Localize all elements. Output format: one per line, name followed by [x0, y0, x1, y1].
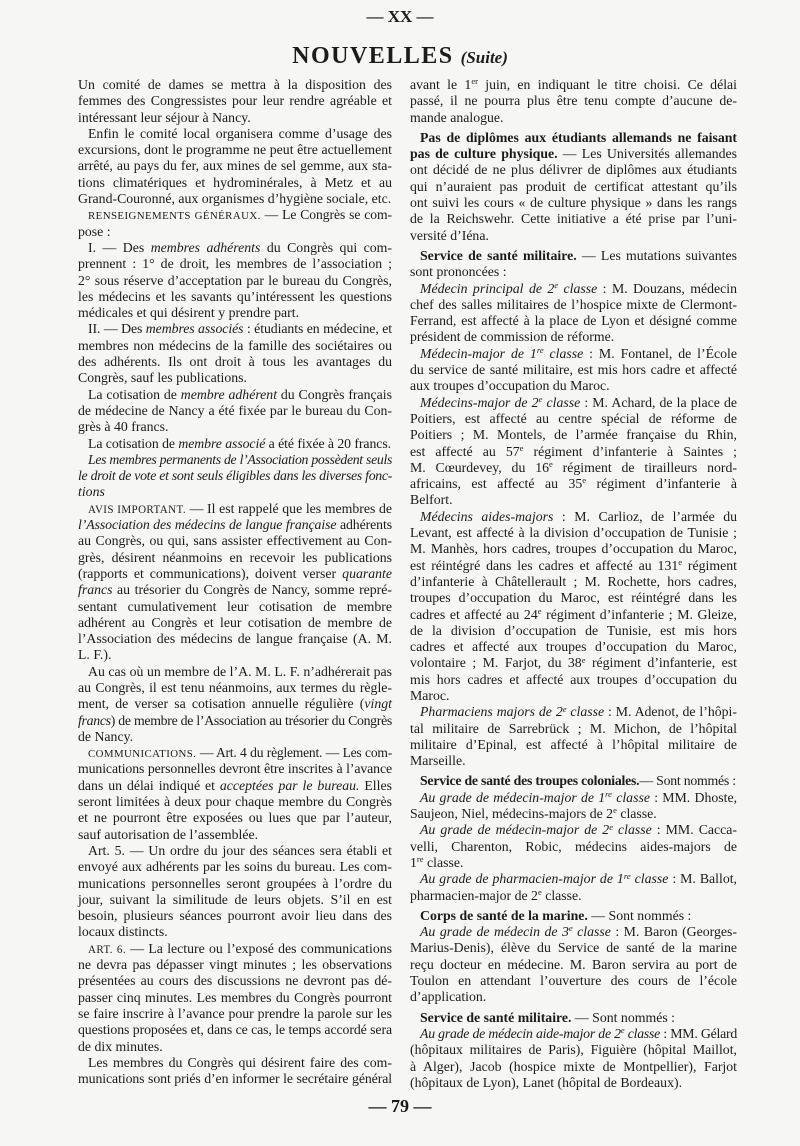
text-run: — Art. 4 du règlement. — Les com- — [196, 745, 392, 761]
text-line — [410, 281, 737, 297]
smallcaps-run: COMMUNICATIONS. — [88, 748, 197, 761]
text-run: (rapports et communications), doivent verser — [78, 565, 343, 581]
text-line — [78, 778, 392, 794]
text-run: — Les mutations suivantes — [576, 247, 737, 263]
smallcaps-run: RENSEIGNEMENTS GÉNÉRAUX. — [88, 210, 261, 223]
paragraph — [78, 452, 392, 501]
paragraph — [410, 346, 737, 395]
text-line: jour, suivant la similitude de leurs objets. S’il en est — [78, 891, 392, 907]
news-item-paragraph — [410, 773, 737, 789]
superscript: e — [519, 442, 524, 453]
paragraph — [78, 664, 392, 745]
text-line — [410, 476, 737, 492]
italic-superscript: e — [554, 279, 559, 290]
italic-run: Les membres permanents de l’Association possèdent seuls — [88, 451, 392, 467]
text-line: Poitiers ; M. Montels, de l’armée française du Rhin, — [410, 427, 737, 443]
paragraph — [410, 77, 737, 126]
text-line: l’Association des médecins de langue française (A. M. — [78, 631, 392, 647]
text-line: munications personnelles seront groupées à l’ordre du — [78, 875, 392, 891]
italic-run: Pharmaciens majors de 2 — [420, 704, 563, 720]
italic-run: membres adhérents — [150, 239, 261, 255]
text-run: dans un délai indiqué et — [78, 777, 220, 793]
text-run: Elles — [359, 777, 392, 793]
paragraph — [78, 77, 392, 126]
paragraph — [78, 745, 392, 843]
right-column — [410, 77, 737, 1091]
text-line: Marseille. — [410, 753, 466, 769]
italic-superscript: e — [538, 393, 543, 404]
text-line: versité d’Iéna. — [410, 227, 489, 243]
text-run: volontaire ; M. Farjot, du 38 — [410, 655, 582, 671]
bold-run: Service de santé des troupes coloniales. — [420, 773, 640, 789]
text-line: Marius-Denis), élève du Service de santé de la marine — [410, 940, 737, 956]
text-run: ment, de verser sa cotisation annuelle régulière ( — [78, 696, 365, 712]
text-run: — Sont nommés : — [571, 1009, 675, 1025]
paragraph — [410, 924, 737, 1005]
superscript: e — [613, 805, 617, 816]
text-line: Un comité de dames se mettra à la disposition des — [78, 77, 392, 92]
paragraph — [78, 1055, 392, 1088]
text-line — [78, 484, 392, 500]
text-line — [78, 436, 392, 452]
text-line: munications personnelles devront être inscrites à l’avance — [78, 761, 392, 777]
superscript: er — [471, 76, 478, 87]
text-line: prennent : 1° de droit, les membres de l’association ; — [78, 256, 392, 272]
paragraph — [410, 871, 737, 904]
smallcaps-run: AVIS IMPORTANT. — [88, 503, 186, 516]
text-line: de dix minutes. — [78, 1038, 163, 1054]
italic-run: l’Association des médecins de langue française — [78, 517, 337, 533]
text-line: les médecins et les savants qu’intéressent les questions — [78, 288, 392, 304]
text-line — [410, 773, 737, 789]
superscript: e — [549, 459, 553, 470]
text-line: Grand-Couronné, aux organismes d’hygiène sociale, etc. — [78, 191, 392, 207]
italic-run: classe — [543, 345, 584, 361]
superscript: e — [582, 475, 587, 486]
text-run: : M. Achard, de la place de — [580, 394, 737, 410]
text-line — [78, 566, 392, 582]
italic-run: Au grade de médecin-major de 1 — [420, 789, 606, 805]
italic-run: membre associé — [178, 435, 266, 451]
text-run: régiment de tirailleurs nord- — [552, 459, 737, 475]
text-line: Maroc. — [410, 687, 450, 703]
text-line: cadres et affecté aux troupes d’occupation du Maroc, — [410, 639, 737, 655]
italic-superscript: e — [620, 1025, 625, 1036]
italic-superscript: re — [605, 789, 612, 800]
bold-run: Service de santé militaire. — [420, 247, 577, 263]
text-run: 1 — [410, 854, 417, 870]
italic-run: membre adhérent — [180, 386, 278, 402]
text-line: au Congrès, ou qui, sans assister effectivement au Con- — [78, 533, 392, 549]
text-line: velli, Charenton, Robic, médecins aides-majors de — [410, 838, 737, 854]
text-line: tions climatériques et hydrominérales, à Metz et au — [78, 174, 392, 190]
italic-run: Médecin principal de 2 — [420, 280, 555, 296]
text-line: des adhérents. Ils ont droit à tous les avantages du — [78, 354, 392, 370]
paragraph — [78, 240, 392, 321]
text-line: se faire inscrire à l’avance pour prendre la parole sur les — [78, 1005, 392, 1021]
text-run: juin, en indiquant le titre choisi. Ce délai — [477, 77, 737, 92]
italic-run: vingt — [364, 696, 392, 712]
text-run: : M. Douzans, médecin — [597, 280, 737, 296]
text-line — [410, 790, 737, 806]
text-line: mis hors cadres et affecté aux troupes d’occupation du — [410, 671, 737, 687]
text-line — [410, 1010, 737, 1026]
text-run: I. — Des — [88, 239, 151, 255]
text-line: adhérent au Congrès et leur cotisation de membre de — [78, 614, 392, 630]
italic-run: classe — [630, 871, 669, 887]
text-run: du Congrès français — [277, 386, 392, 402]
text-run: II. — Des — [88, 321, 146, 337]
text-run: : M. Carlioz, de l’armée du — [553, 508, 737, 524]
text-run: est affecté au 57 — [410, 443, 520, 459]
italic-run: classe — [572, 924, 611, 940]
text-run: ) de membre de l’Association au trésorier du Congrès — [110, 712, 392, 728]
text-line: grès à 40 francs. — [78, 419, 169, 435]
text-line — [78, 713, 392, 729]
italic-run: classe — [566, 704, 605, 720]
text-line: munications sont priés d’en informer le secrétaire général — [78, 1071, 392, 1087]
text-line — [410, 77, 737, 93]
text-line — [410, 655, 737, 671]
text-run: : M. Baron (Georges- — [610, 924, 738, 940]
text-line — [410, 822, 737, 838]
text-run: régiment — [682, 557, 737, 573]
text-line: militaire d’Epinal, est affecté à l’hôpital militaire de — [410, 736, 737, 752]
text-line: sont prononcées : — [410, 264, 507, 280]
text-line: (hôpitaux militaires de Paris), Figuière (hôpital Maillot, — [410, 1042, 737, 1058]
italic-run: membres associés — [145, 321, 244, 337]
text-line: président de commission de réforme. — [410, 329, 615, 345]
text-line: Ferrand, est affecté à la place de Lyon et désigné comme — [410, 313, 737, 329]
text-line: femmes des Congressistes pour leur rendre agréable et — [78, 93, 392, 109]
text-line — [78, 941, 392, 957]
text-line — [78, 582, 392, 598]
text-line: ne devra pas dépasser vingt minutes ; les observations — [78, 957, 392, 973]
text-line: passé, il ne pourra plus être tenu compte d’aucune de- — [410, 93, 737, 109]
italic-run: classe — [624, 1025, 661, 1041]
text-run: régiment d’infanterie à Saintes ; — [523, 443, 737, 459]
text-line — [410, 888, 737, 904]
italic-superscript: e — [568, 923, 573, 934]
text-run: : M. Ballot, — [668, 871, 738, 887]
section-title — [0, 42, 800, 73]
text-line — [410, 444, 737, 460]
text-run: avant le 1 — [410, 77, 472, 92]
italic-run: le droit de vote et sont seuls éligibles dans les diverses fonc- — [78, 468, 392, 484]
text-line: (hôpitaux de Lyon), Lanet (hôpital de Bordeaux). — [410, 1074, 683, 1090]
italic-run: classe — [542, 394, 581, 410]
text-line: Poitiers, est affecté au centre spécial de réforme de — [410, 410, 737, 426]
text-line: au Congrès, il est tenu néanmoins, aux termes du règle- — [78, 679, 392, 695]
text-line: tal militaire de Sarrebrück ; M. Michon, de l’hôpital — [410, 720, 737, 736]
text-line — [78, 517, 392, 533]
text-line — [78, 207, 392, 223]
paragraph — [410, 790, 737, 823]
text-line: envoyé aux adhérents par les soins du bureau. Les com- — [78, 859, 392, 875]
superscript: e — [678, 556, 683, 567]
text-run: au trésorier du Congrès de Nancy, somme repré- — [112, 582, 392, 598]
paragraph — [78, 321, 392, 386]
text-line: Levant, est affecté à la division d’occupation de Tunisie ; — [410, 525, 737, 541]
italic-run: Médecin-major de 1 — [420, 345, 537, 361]
text-line: d’application. — [410, 989, 487, 1005]
text-line: de médecine de Nancy a été fixée par le bureau du Con- — [78, 402, 392, 418]
text-line — [410, 460, 737, 476]
italic-run: Au grade de pharmacien-major de 1 — [420, 871, 624, 887]
text-run: pharmacien-major de 2 — [410, 887, 538, 903]
text-line: Enfin le comité local organisera comme d’usage des — [88, 125, 392, 141]
paragraph — [410, 509, 737, 705]
text-line: présentées au cours des discussions ne devront pas dé- — [78, 973, 392, 989]
text-line: M. Manhès, hors cadres, troupes d’occupation du Maroc, — [410, 541, 737, 557]
text-line: troupes d’occupation du Maroc, est réintégré dans les — [410, 590, 737, 606]
text-run: du Congrès qui com- — [260, 239, 392, 255]
news-item-paragraph — [410, 248, 737, 281]
text-run: — Sont nommés : — [587, 907, 692, 923]
text-line — [78, 387, 392, 403]
text-line: de la division d’occupation de Tunisie, est mis hors — [410, 622, 737, 638]
italic-run: Au grade de médecin-major de 2 — [420, 822, 610, 838]
italic-run: classe — [558, 280, 598, 296]
text-line: locaux distincts. — [78, 924, 168, 940]
text-line: Congrès, sauf les publications. — [78, 370, 247, 386]
section-title-text: NOUVELLES — [292, 43, 454, 69]
text-line: Art. 5. — Un ordre du jour des séances sera établi et — [88, 842, 392, 858]
text-line: ont suivi les cours « de culture physique » dans les rangs — [410, 195, 737, 211]
text-line: besoin, plusieurs séances pourront avoir lieu dans des — [78, 908, 392, 924]
italic-superscript: re — [536, 345, 544, 356]
text-line: questions proposées et, dans ce cas, le temps accordé sera — [78, 1022, 392, 1038]
text-line — [410, 924, 737, 940]
text-run: M. Cœurdevey, du 16 — [410, 459, 549, 475]
italic-superscript: e — [562, 703, 567, 714]
bold-run: Service de santé militaire. — [420, 1009, 572, 1025]
italic-run: francs — [78, 712, 111, 728]
italic-superscript: e — [609, 821, 613, 832]
paragraph — [410, 1026, 737, 1091]
text-run: — Le Congrès se com- — [260, 207, 392, 223]
italic-run: Médecins-major de 2 — [420, 394, 539, 410]
paragraph — [78, 501, 392, 664]
text-line — [410, 558, 737, 574]
text-run: La cotisation de — [88, 435, 179, 451]
text-line: Toulon en attendant l’ouverture des cours de l’école — [410, 973, 737, 989]
text-line — [78, 321, 392, 337]
paragraph — [410, 704, 737, 769]
text-line: reçu docteur en médecine. M. Baron servira au port de — [410, 956, 737, 972]
text-line: Belfort. — [410, 492, 453, 508]
italic-run: classe — [612, 822, 652, 838]
paragraph — [410, 395, 737, 509]
text-line — [410, 871, 737, 887]
italic-run: quarante — [342, 565, 392, 581]
left-column — [78, 77, 392, 1087]
text-run: classe. — [541, 887, 582, 903]
text-line: seront limitées à deux pour chaque membre du Congrès — [78, 794, 392, 810]
text-line — [410, 908, 737, 924]
text-run: : MM. Gélard — [660, 1025, 738, 1041]
page-number: — 79 — — [368, 1096, 432, 1116]
text-run: : MM. Dhoste, — [649, 789, 738, 805]
text-line: 2° sous réserve d’acceptation par le bureau du Congrès, — [78, 272, 392, 288]
text-line — [410, 607, 737, 623]
text-line — [410, 130, 737, 146]
text-line: arrêté, au pays du fer, aux mines de sel gemme, aux sta- — [78, 158, 392, 174]
text-line: Au cas où un membre de l’A. M. L. F. n’adhérerait pas — [88, 663, 392, 679]
text-line — [78, 696, 392, 712]
text-run: : MM. Cacca- — [651, 822, 737, 838]
bold-run: pas de culture physique. — [410, 146, 558, 162]
text-run: cadres et affecté au 24 — [410, 606, 538, 622]
text-line — [410, 1026, 737, 1042]
text-line — [410, 704, 737, 720]
text-line: aux troupes d’occupation du Maroc. — [410, 378, 610, 394]
paragraph — [78, 207, 392, 240]
superscript: e — [537, 886, 542, 897]
paragraph — [410, 281, 737, 346]
italic-run: tions — [78, 484, 105, 500]
text-line — [78, 452, 392, 468]
paragraph — [78, 436, 392, 452]
text-run: : M. Adenot, de l’hôpi- — [604, 704, 737, 720]
text-line — [410, 146, 737, 162]
superscript: e — [581, 654, 586, 665]
text-line — [78, 240, 392, 256]
news-item-paragraph — [410, 130, 737, 244]
text-line — [410, 248, 737, 264]
text-line: Les membres du Congrès qui désirent faire des com- — [88, 1054, 392, 1070]
text-line: pose : — [78, 223, 111, 239]
text-line — [78, 501, 392, 517]
text-run: régiment d’infanterie à — [586, 476, 738, 492]
text-run: régiment d’infanterie ; M. Gleize, — [541, 606, 737, 622]
paragraph — [78, 941, 392, 1055]
text-run: adhérents — [336, 517, 393, 533]
text-line: chef des salles militaires de l’hospice mixte de Clermont- — [410, 296, 737, 312]
text-run: — Sont nommés : — [639, 773, 736, 789]
italic-superscript: re — [623, 870, 631, 881]
text-line: et ne pourront être exposées ou lues que par l’auteur, — [78, 810, 392, 826]
text-line: ont décidé de ne plus délivrer de diplômes aux étudiants — [410, 162, 737, 178]
text-run: africains, est affecté au 35 — [410, 476, 583, 492]
text-line: qui n’auraient pas produit de certificat attestant qu’ils — [410, 178, 737, 194]
italic-run: Médecins aides-majors — [420, 508, 554, 524]
paragraph — [410, 822, 737, 871]
superscript: e — [537, 605, 542, 616]
text-line — [410, 346, 737, 362]
text-line: mande analogue. — [410, 109, 504, 125]
text-run: : étudiants en médecine, et — [243, 321, 393, 337]
text-line — [410, 395, 737, 411]
text-line: du service de santé militaire, est mis hors cadre et affecté — [410, 362, 737, 378]
text-line: de la Reichswehr. Cette initiative a été prise par l’uni- — [410, 211, 737, 227]
text-run: — Il est rappelé que les membres de — [186, 500, 392, 516]
paragraph — [78, 843, 392, 941]
smallcaps-run: ART. 6. — [88, 943, 127, 956]
text-line: membres non médecins de la famille des sociétaires ou — [78, 337, 392, 353]
text-run: classe. — [616, 806, 657, 822]
text-line: à Alger), Jacob (hospice mixte de Montpellier), Farjot — [410, 1058, 737, 1074]
text-line: excursions, dont le programme ne peut être actuellement — [78, 142, 392, 158]
italic-run: francs — [78, 582, 113, 598]
roman-folio: — XX — — [366, 7, 434, 26]
text-line: L. F.). — [78, 647, 112, 663]
text-line: médicales et qui désirent y prendre part. — [78, 305, 300, 321]
text-run: — La lecture ou l’exposé des communications — [126, 940, 393, 956]
text-run: : M. Fontanel, de l’École — [583, 345, 737, 361]
text-line — [78, 468, 392, 484]
news-item-paragraph — [410, 908, 737, 924]
news-item-paragraph — [410, 1010, 737, 1026]
italic-run: classe — [611, 789, 650, 805]
text-line: sentant cumulativement leur cotisation de membre — [78, 598, 392, 614]
text-run: classe. — [423, 854, 464, 870]
paragraph — [78, 126, 392, 207]
text-line — [78, 745, 392, 761]
text-line — [410, 855, 737, 871]
italic-run: acceptées par le bureau. — [219, 777, 360, 793]
text-line: grès, désirent néanmoins en recevoir les publications — [78, 549, 392, 565]
bold-run: Pas de diplômes aux étudiants allemands ne faisant — [420, 129, 737, 145]
text-line: sauf autorisation de l’assemblée. — [78, 826, 259, 842]
paragraph — [78, 387, 392, 436]
text-line: intéressant leur séjour à Nancy. — [78, 109, 251, 125]
text-run: a été fixée à 20 francs. — [265, 435, 392, 451]
text-run: est réintégré dans les cadres et affecté au 131 — [410, 557, 679, 573]
italic-run: Au grade de médecin de 3 — [420, 924, 569, 940]
text-run: La cotisation de — [88, 386, 181, 402]
text-line — [410, 509, 737, 525]
text-line — [410, 806, 737, 822]
section-title-suite: (Suite) — [460, 48, 508, 67]
text-line: de Nancy. — [78, 728, 134, 744]
superscript: re — [416, 854, 424, 865]
text-run: régiment d’infanterie, est — [585, 655, 737, 671]
text-line: passer cinq minutes. Les membres du Congrès pourront — [78, 989, 392, 1005]
text-run: Saujeon, Niel, médecins-majors de 2 — [410, 806, 614, 822]
bold-run: Corps de santé de la marine. — [420, 907, 588, 923]
text-run: — Les Universités allemandes — [557, 146, 737, 162]
italic-run: Au grade de médecin aide-major de 2 — [420, 1025, 621, 1041]
text-line: d’infanterie à Châtellerault ; M. Rochette, hors cadres, — [410, 573, 737, 589]
